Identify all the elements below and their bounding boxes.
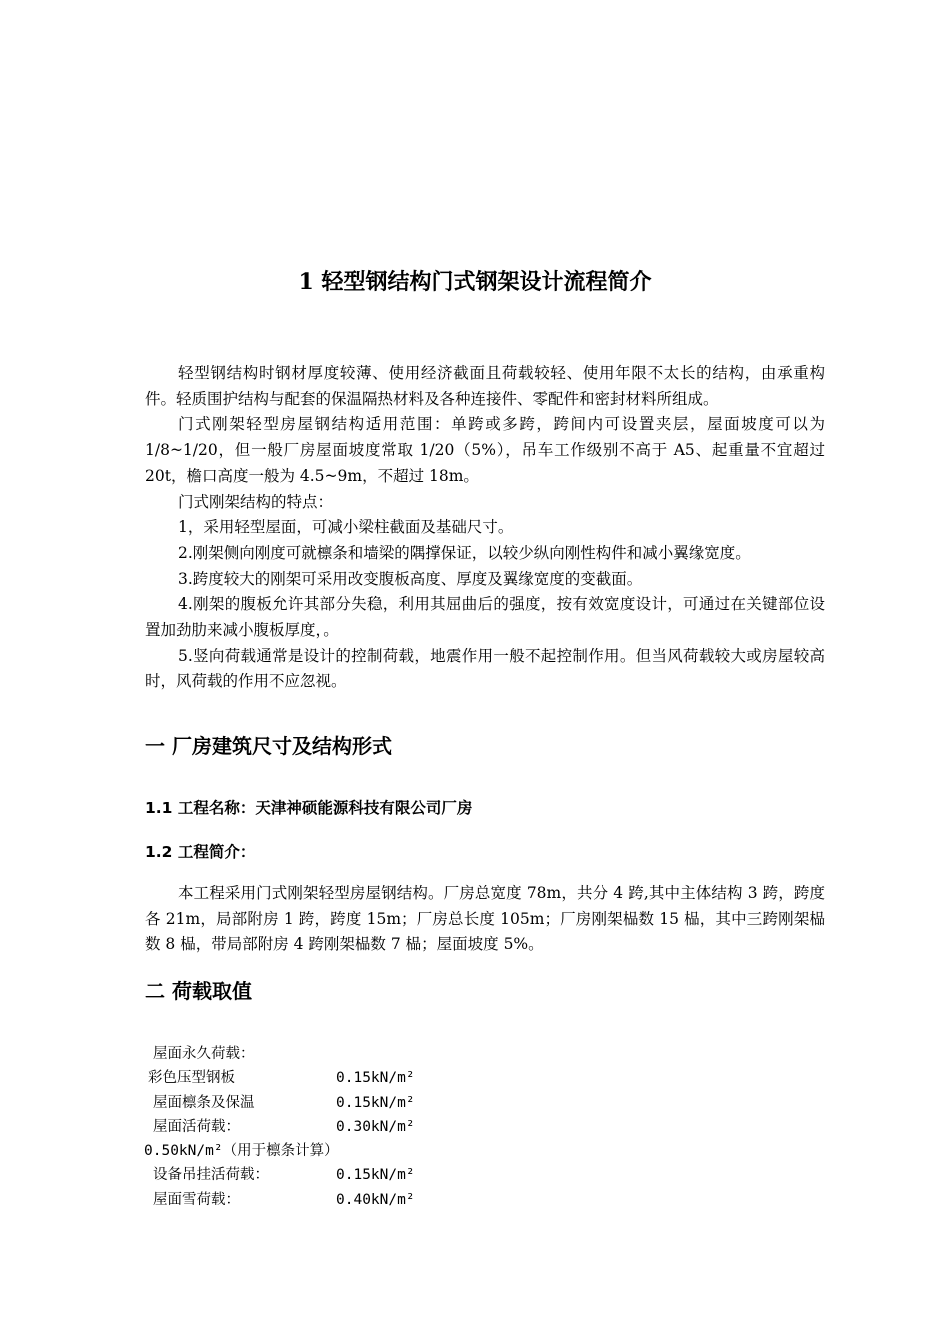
project-name-heading: 1.1 工程名称：天津神硕能源科技有限公司厂房 — [145, 799, 473, 817]
load-name: 彩色压型钢板 — [148, 1070, 235, 1087]
load-row — [153, 1042, 553, 1066]
load-name: 设备吊挂活荷载： — [153, 1167, 269, 1184]
feature-item: 4.刚架的腹板允许其部分失稳，利用其屈曲后的强度，按有效宽度设计，可通过在关键部位设置加劲肋来减小腹板厚度，。 — [145, 595, 825, 640]
load-value: 0.15kN/m² — [336, 1070, 415, 1087]
project-intro-heading: 1.2 工程简介： — [145, 843, 256, 861]
feature-item: 5.竖向荷载通常是设计的控制荷载，地震作用一般不起控制作用。但当风荷载较大或房屋较高时，风荷载的作用不应忽视。 — [145, 646, 825, 691]
load-row — [153, 1188, 553, 1212]
feature-item: 3.跨度较大的刚架可采用改变腹板高度、厚度及翼缘宽度的变截面。 — [178, 569, 643, 588]
load-value: 0.30kN/m² — [336, 1118, 415, 1135]
document-title: 1 轻型钢结构门式钢架设计流程简介 — [298, 269, 652, 295]
load-row — [148, 1066, 553, 1090]
feature-item: 1，采用轻型屋面，可减小梁柱截面及基础尺寸。 — [178, 518, 514, 537]
load-name: 0.50kN/m²（用于檩条计算） — [144, 1143, 339, 1160]
section2-heading: 二 荷载取值 — [145, 979, 252, 1003]
load-value: 0.40kN/m² — [336, 1191, 415, 1208]
load-name: 屋面永久荷载： — [153, 1046, 255, 1062]
project-intro-section — [145, 881, 825, 958]
load-row — [153, 1091, 553, 1115]
load-value: 0.15kN/m² — [336, 1094, 415, 1111]
intro-paragraph: 门式刚架轻型房屋钢结构适用范围：单跨或多跨，跨间内可设置夹层，屋面坡度可以为 1/8~1/20，但一般厂房屋面坡度常取 1/20（5%），吊车工作级别不高于 A5、起重量不宜超过 20t，檐口高度一般为 4.5~9m，不超过 18m。 — [145, 415, 825, 485]
section1-heading: 一 厂房建筑尺寸及结构形式 — [145, 734, 392, 758]
load-row — [153, 1115, 553, 1139]
feature-item: 2.刚架侧向刚度可就檩条和墙梁的隅撑保证，以较少纵向刚性构件和减小翼缘宽度。 — [178, 543, 751, 562]
load-value: 0.15kN/m² — [336, 1167, 415, 1184]
project-intro-paragraph: 本工程采用门式刚架轻型房屋钢结构。厂房总宽度 78m，共分 4 跨,其中主体结构 3 跨，跨度各 21m，局部附房 1 跨，跨度 15m；厂房总长度 105m；厂房刚架榀数 15 榀，其中三跨刚架榀数 8 榀，带局部附房 4 跨刚架榀数 7 榀；屋面坡度 5%。 — [145, 884, 825, 954]
load-row — [153, 1163, 553, 1187]
load-name: 屋面雪荷载： — [153, 1191, 240, 1208]
load-name: 屋面活荷载： — [153, 1118, 240, 1135]
load-row — [144, 1139, 553, 1163]
intro-section — [145, 361, 825, 695]
intro-paragraph: 门式刚架结构的特点： — [178, 492, 334, 511]
intro-paragraph: 轻型钢结构时钢材厚度较薄、使用经济截面且荷载较轻、使用年限不太长的结构，由承重构件。轻质围护结构与配套的保温隔热材料及各种连接件、零配件和密封材料所组成。 — [145, 364, 825, 408]
load-name: 屋面檩条及保温 — [153, 1094, 255, 1111]
load-list — [144, 1042, 553, 1212]
